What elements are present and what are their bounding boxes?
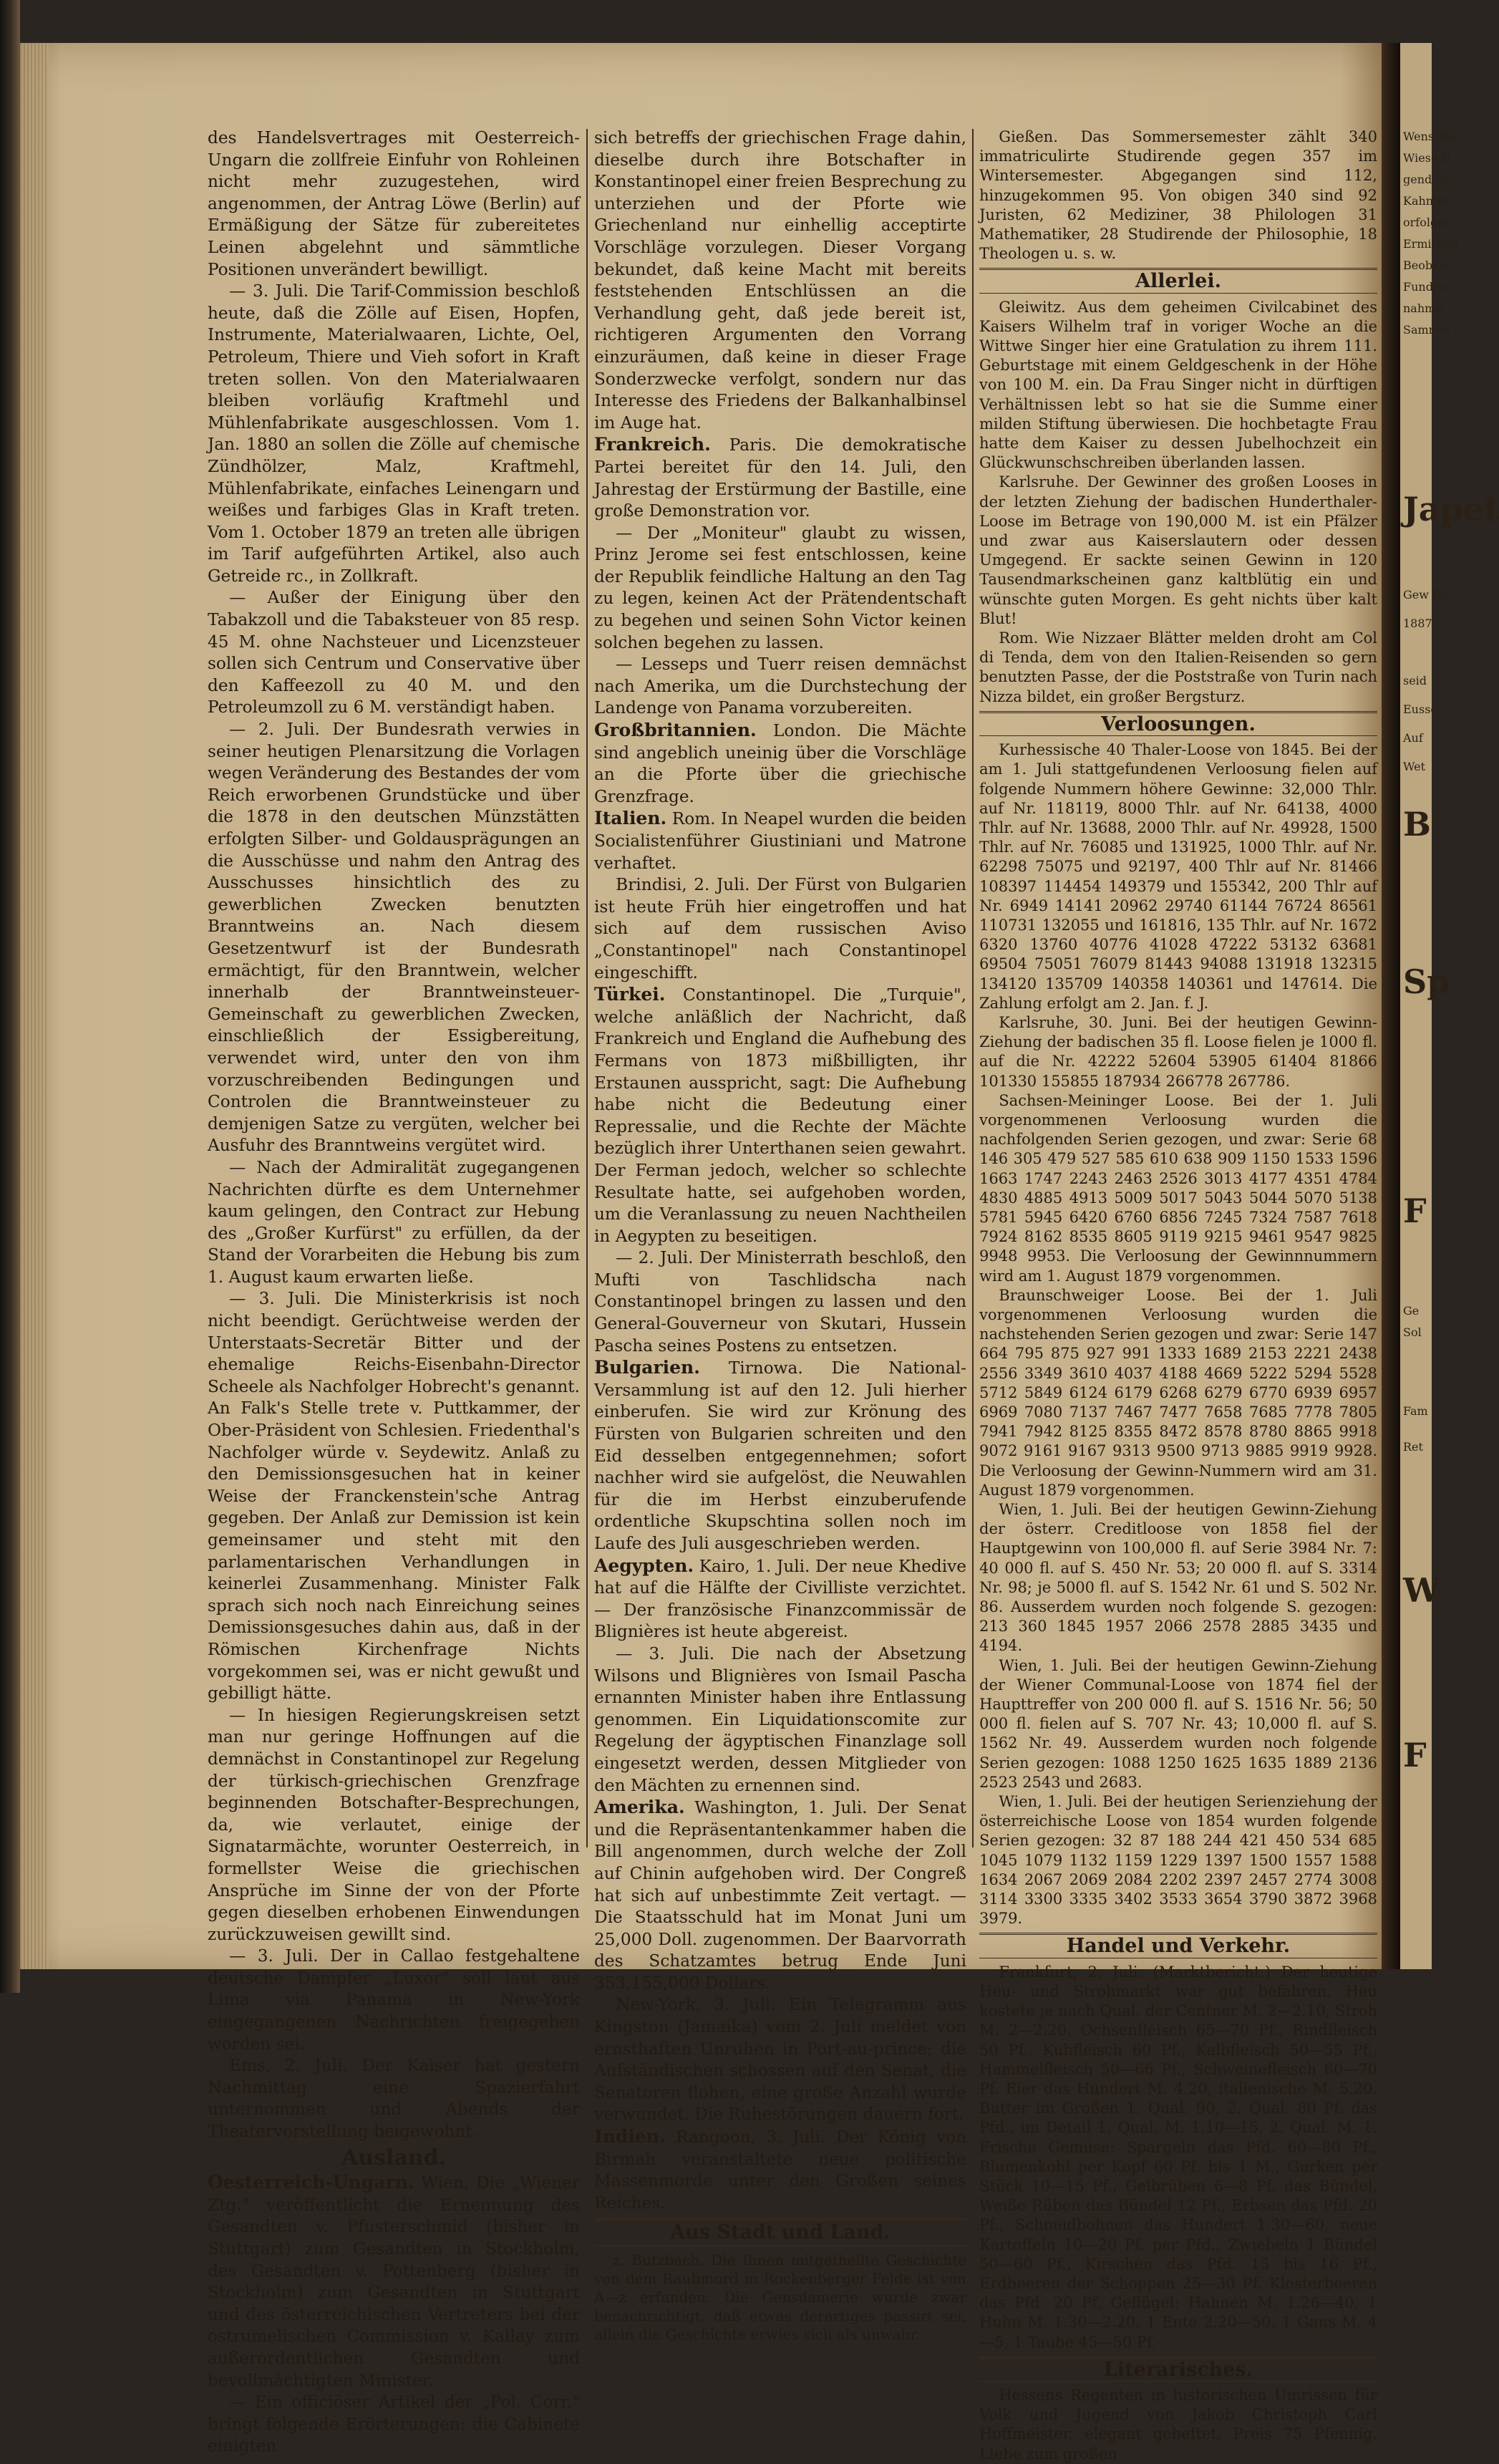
article-paragraph: — Lesseps und Tuerr reisen demnächst nach Amerika, um die Durchstechung der Landenge von Panama vorzubereiten. bbox=[594, 654, 966, 718]
article-paragraph: Gleiwitz. Aus dem geheimen Civilcabinet des Kaisers Wilhelm traf in voriger Woche an die Wittwe Singer hier eine Gratulation zu ihrem 111. Geburtstage mit einem Geldgeschenk in der Höhe von 100 M. ein. Da Frau Singer nicht in dürftigen Verhältnissen lebt so hat sie die Summe einer milden Stiftung überwiesen. Die hochbetagte Frau hatte dem Kaiser zu dessen Jubelhochzeit ein Glückwunschschreiben überlanden lassen. bbox=[979, 298, 1377, 472]
fragment-text: Kahnfel bbox=[1403, 194, 1448, 208]
fragment-text: Auf bbox=[1403, 731, 1423, 745]
lottery-paragraph: Kurhessische 40 Thaler-Loose von 1845. Bei der am 1. Juli stattgefundenen Verloosung fielen auf folgende Nummern höhere Gewinne: 32,000 Thlr. auf Nr. 118119, 8000 Thlr. auf Nr. 64138, 4000 Thlr. auf Nr. 13688, 2000 Thlr. auf Nr. 49928, 1500 Thlr. auf Nr. 76085 und 131925, 1000 Thlr. auf Nr. 62298 75075 und 92197, 400 Thlr auf Nr. 81466 108397 114454 149379 und 155342, 200 Thlr auf Nr. 6949 14141 20962 29740 61144 76724 86561 110731 132055 und 161816, 135 Thlr. auf Nr. 1672 6320 13760 40776 41028 47222 53132 63681 69504 75051 76079 81443 94088 131918 132315 134120 135709 140358 140361 und 147614. Die Zahlung erfolgt am 2. Jan. f. J. bbox=[979, 741, 1377, 1012]
fragment-text: Wiese D bbox=[1403, 151, 1451, 165]
country-heading: Indien. bbox=[594, 2126, 666, 2147]
article-text: Constantinopel. Die „Turquie", welche anläßlich der Nachricht, daß Frankreich und England die Aufhebung des Fermans von 1873 mißbilligten, ihr Erstaunen ausspricht, sagt: Die Aufhebung habe nicht die Bedeutung einer Repressalie, und die Rechte der Mächte bezüglich ihrer Unterthanen seien gewahrt. Der Ferman jedoch, welcher so schlechte Resultate hatte, sei aufgehoben worden, um die Veranlassung zu neuen Nachtheilen in Aegypten zu beseitigen. bbox=[594, 985, 967, 1246]
column-3 bbox=[979, 127, 1377, 2464]
section-heading-allerlei: Allerlei. bbox=[979, 268, 1377, 293]
lottery-paragraph: Wien, 1. Juli. Bei der heutigen Gewinn-Ziehung der österr. Creditloose von 1858 fiel der Hauptgewinn von 100,000 fl. auf Serie 3984 Nr. 7: 40 000 fl. auf S. 450 Nr. 53; 20 000 fl. auf S. 3314 Nr. 98; je 5000 fl. auf S. 1542 Nr. 61 und S. 502 Nr. 86. Ausserdem wurden noch folgende S. gezogen: 213 360 1845 1957 2066 2578 2885 3435 und 4194. bbox=[979, 1501, 1377, 1655]
article-text: Tirnowa. Die National-Versammlung ist auf den 12. Juli hierher einberufen. Sie wird zur Krönung des Fürsten von Bulgarien schreiten und den Eid desselben entgegennehmen; sofort nachher wird sie aufgelöst, die Neuwahlen für die im Herbst einzuberufende ordentliche Skupschtina sollen noch im Laufe des Juli ausgeschrieben werden. bbox=[594, 1358, 966, 1553]
fragment-text: Beoban bbox=[1403, 259, 1447, 272]
fragment-text: Ret bbox=[1403, 1440, 1423, 1454]
country-heading: Frankreich. bbox=[594, 434, 711, 455]
fragment-text: Ermittlun bbox=[1403, 237, 1460, 251]
adjacent-page-fragment bbox=[1400, 43, 1499, 1969]
column-rule bbox=[972, 129, 974, 1847]
lottery-paragraph: Sachsen-Meininger Loose. Bei der 1. Juli vorgenommenen Verloosung wurden die nachfolgenden Serien gezogen, und zwar: Serie 68 146 305 479 527 585 610 638 909 1150 1533 1596 1663 1747 2243 2463 2526 3013 4177 4351 4784 4830 4885 4913 5009 5017 5043 5044 5070 5138 5781 5945 6420 6760 6856 7245 7324 7587 7618 7924 8162 8535 8605 9119 9215 9461 9547 9825 9948 9953. Die Verloosung der Gewinnnummern wird am 1. August 1879 vorgenommen. bbox=[979, 1091, 1377, 1285]
column-rule bbox=[586, 129, 588, 1847]
article-paragraph: — 3. Juli. Die Ministerkrisis ist noch nicht beendigt. Gerüchtweise werden der Unterstaats-Secretär Bitter und der ehemalige Reichs-Eisenbahn-Director Scheele als Nachfolger Hobrecht's genannt. An Falk's Stelle trete v. Puttkammer, der Ober-Präsident von Schlesien. Friedenthal's Nachfolger würde v. Seydewitz. Anlaß zu den Demissionsgesuchen hat in keiner Weise der Franckenstein'sche Antrag gegeben. Der Anlaß zur Demission ist kein gemeinsamer und steht mit den parlamentarischen Verhandlungen in keinerlei Zusammenhang. Minister Falk sprach sich noch nach Einreichung seines Demissionsgesuches dahin aus, daß in der Römischen Kirchenfrage Nichts vorgekommen sei, was er nicht gewußt und gebilligt hätte. bbox=[208, 1289, 580, 1704]
article-paragraph: Hessens Regenten in historischen Umrissen für Volk und Jugend von Jakob Christoph Carl Hoffmeister, elegant geheftet, Preis 75 Pfennig. Liebe zum großen bbox=[979, 2386, 1377, 2463]
lottery-paragraph: Wien, 1. Juli. Bei der heutigen Serienziehung der österreichische Loose von 1854 wurden folgende Serien gezogen: 32 87 188 244 421 450 534 685 1045 1079 1132 1159 1229 1397 1500 1557 1588 1634 2067 2069 2084 2202 2397 2457 2774 3008 3114 3300 3335 3402 3533 3654 3790 3872 3968 3979. bbox=[979, 1793, 1377, 1928]
article-paragraph: — 2. Juli. Der Ministerrath beschloß, den Mufti von Taschlidscha nach Constantinopel bringen zu lassen und den General-Gouverneur von Skutari, Hussein Pascha seines Postens zu entsetzen. bbox=[594, 1248, 966, 1356]
article-paragraph: — Ein officiöser Artikel der „Pol. Corr." bringt folgende Erörterungen: die Cabinete einigten bbox=[208, 2392, 580, 2456]
lottery-paragraph: Wien, 1. Juli. Bei der heutigen Gewinn-Ziehung der Wiener Communal-Loose von 1874 fiel der Haupttreffer von 200 000 fl. auf S. 1516 Nr. 56; 50 000 fl. fielen auf S. 707 Nr. 43; 10,000 fl. auf S. 1562 Nr. 49. Ausserdem wurden noch folgende Serien gezogen: 1088 1250 1625 1635 1889 2136 2523 2543 und 2683. bbox=[979, 1656, 1377, 1791]
article-paragraph: Ems, 2. Juli. Der Kaiser hat gestern Nachmittag eine Spazierfahrt unternommen und Abends der Theatervorstellung beigewohnt. bbox=[208, 2056, 580, 2142]
book-gutter bbox=[1382, 43, 1400, 1969]
column-2 bbox=[594, 127, 966, 2344]
fragment-text: seid bbox=[1403, 674, 1427, 687]
book-binding-edge bbox=[0, 0, 20, 1993]
market-report: Frankfurt, 2. Juli. (Marktbericht.) Der heutige Heu- und Strohmarkt war gut befahren. Heu kostete je nach Qual. der Centner M. 2—2.10, Stroh M. 2—2.20. Ochsenfleisch 65—70 Pf., Rindfleisch 50 Pf., Kuhfleisch 60 Pf., Kalbfleisch 50—55 Pf., Hammelfleisch 50—66 Pf., Schweinefleisch 60—70 Pf. Eier das Hundert M. 4.20, italienische M. 5.20. Butter im Großen 1. Qual. 90, 2. Qual. 80 Pf. das Pfd., im Detail 1. Qual. M. 1.10—15, 2. Qual. M. 1. Frische Gemüse: Spargeln das Pfd. 60—80 Pf., Blumenkohl per Kopf 60 Pf. bis 1 M., Gurken per Stück 10—15 Pf., Gelbrüben 6—8 Pf. das Bündel, Weiße Rüben das Bündel 12 Pf., Erbsen das Pfd. 20 Pf., Schneidbohnen das Hundert 1.30—60, neue Kartoffeln 10—20 Pf. per Pfd., Zwiebeln 1 Bündel 50—60 Pf., Kirschen das Pfd. 15 bis 16 Pf., Erdbeeren der Schoppen 25—30 Pf. Klosterbeeren das Pfd. 20 Pf. Geflügel: Hahnen M. 1.26—40, 1 Huhn M. 1.30—2.20, 1 Ente 2.20—50, 1 Gans M. 4—5, 1 Taube 45—50 Pf. bbox=[979, 1963, 1377, 2351]
country-heading: Oesterreich-Ungarn. bbox=[208, 2172, 414, 2193]
country-heading: Amerika. bbox=[594, 1797, 685, 1818]
lottery-paragraph: Braunschweiger Loose. Bei der 1. Juli vorgenommenen Verloosung wurden die nachstehenden Serien gezogen und zwar: Serie 147 664 795 875 927 991 1333 1689 2153 2221 2438 2556 3349 3610 4037 4188 4669 5222 5294 5528 5712 5849 6124 6179 6268 6279 6770 6939 6957 6969 7080 7137 7467 7477 7658 7685 7778 7805 7941 7942 8125 8355 8472 8578 8780 8865 9918 9072 9161 9167 9313 9500 9713 9885 9919 9928. Die Verloosung der Gewinn-Nummern wird am 31. August 1879 vorgenommen. bbox=[979, 1286, 1377, 1499]
section-heading-ausland: Ausland. bbox=[341, 2145, 447, 2170]
fragment-text: orfolgen bbox=[1403, 216, 1452, 229]
country-heading: Aegypten. bbox=[594, 1555, 694, 1576]
fragment-text: gendom bbox=[1403, 173, 1450, 186]
article-paragraph: — 3. Juli. Der in Callao festgehaltene deutsche Dampfer „Luxor" soll laut aus Lima via Panama in New-York eingegangenen Nachrichten freigegeben worden sei. bbox=[208, 1946, 580, 2054]
fragment-text: Eusse bbox=[1403, 702, 1437, 716]
article-paragraph: — In hiesigen Regierungskreisen setzt man nur geringe Hoffnungen auf die demnächst in Constantinopel zur Regelung der türkisch-griechischen Grenzfrage beginnenden Botschafter-Besprechungen, da, wie verlautet, einige der Signatarmächte, worunter Oesterreich, in formellster Weise die griechischen Ansprüche im Sinne der von der Pforte gegen dieselben erhobenen Einwendungen zurückzuweisen gewillt sind. bbox=[208, 1705, 580, 1944]
article-paragraph: z. Butzbach. Die Ihnen mitgetheilte Geschichte von dem Raubmord in Rockenberger Felde ist von A—z erfunden. Die Gensdamerie wurde zwar benachrichtigt, daß etwas derartiges passirt sei, allein die Geschichte erwies sich als unwahr. bbox=[594, 2251, 966, 2343]
article-text: Wien. Die „Wiener Ztg." veröffentlicht die Ernennung des Gesandten v. Pfusterschmid (bisher in Stuttgart) zum Gesandten in Stockholm, des Gesandten v. Pottenberg (bisher in Stockholm) zum Gesandten in Stuttgart und des österreichischen Vertreters bei der ostrumelischen Commission v. Kallay zum außerordentlichen Gesandten und bevollmächtigten Minister. bbox=[208, 2173, 581, 2390]
article-paragraph: sich betreffs der griechischen Frage dahin, dieselbe durch ihre Botschafter in Konstantinopel einer freien Besprechung zu unterziehen und der Pforte wie Griechenland nur einhellig acceptirte Vorschläge vorzulegen. Dieser Vorgang bekundet, daß keine Macht mit bereits feststehenden Entschlüssen an die Verhandlung geht, daß jede bereit ist, richtigeren Argumenten den Vorrang einzuräumen, daß keine in dieser Frage Sonderzwecke verfolgt, sondern nur das Interesse des Friedens der Balkanhalbinsel im Auge hat. bbox=[594, 128, 966, 433]
section-heading-stadt-und-land: Aus Stadt und Land. bbox=[594, 2218, 966, 2246]
article-paragraph: — 2. Juli. Der Bundesrath verwies in seiner heutigen Plenarsitzung die Vorlagen wegen Veränderung des Bestandes der vom Reich erworbenen Grundstücke und über die 1878 in den deutschen Münzstätten erfolgten Silber- und Goldausprägungen an die Ausschüsse und nahm den Antrag des Ausschusses hinsichtlich des zu gewerblichen Zwecken benutzten Branntweins an. Nach diesem Gesetzentwurf ist der Bundesrath ermächtigt, für den Branntwein, welcher innerhalb der Branntweinsteuer-Gemeinschaft zu gewerblichen Zwecken, einschließlich der Essigbereitung, verwendet wird, unter den von ihm vorzuschreibenden Bedingungen und Controlen die Branntweinsteuer zu demjenigen Satze zu vergüten, welcher bei Ausfuhr des Branntweins vergütet wird. bbox=[208, 720, 580, 1156]
article-text: Washington, 1. Juli. Der Senat und die Repräsentantenkammer haben die Bill angenommen, durch welche der Zoll auf Chinin aufgehoben wird. Der Congreß hat sich auf unbestimmte Zeit vertagt. — Die Staatsschuld hat im Monat Juni um 25,000 Doll. zugenommen. Der Baarvorrath des Schatzamtes betrug Ende Juni 353,155,000 Dollars. bbox=[594, 1798, 967, 1993]
fragment-text: Sp bbox=[1403, 962, 1450, 1001]
fragment-text: Sammel bbox=[1403, 323, 1450, 337]
article-paragraph: Karlsruhe. Der Gewinner des großen Looses in der letzten Ziehung der badischen Hunderthaler-Loose im Betrage von 190,000 M. ist ein Pfälzer und zwar aus Kaiserslautern oder dessen Umgegend. Er sackte seinen Gewinn in 120 Tausendmarkscheinen ganz kaltblütig ein und wünschte guten Morgen. Es geht nichts über kalt Blut! bbox=[979, 473, 1377, 627]
article-text: London. Die Mächte sind angeblich uneinig über die Vorschläge an die Pforte über die griechische Grenzfrage. bbox=[594, 721, 966, 806]
fragment-text: Fundes bbox=[1403, 280, 1446, 294]
article-paragraph: Brindisi, 2. Juli. Der Fürst von Bulgarien ist heute Früh hier eingetroffen und hat sich auf dem russischen Aviso „Constantinopel" nach Constantinopel eingeschifft. bbox=[594, 875, 966, 982]
country-heading: Italien. bbox=[594, 808, 667, 829]
article-paragraph: — 3. Juli. Die nach der Absetzung Wilsons und Blignières von Ismail Pascha ernannten Minister haben ihre Entlassung genommen. Ein Liquidationscomite zur Regelung der ägyptischen Finanzlage soll eingesetzt werden, dessen Mitglieder von den Mächten zu ernennen sind. bbox=[594, 1643, 966, 1795]
lottery-paragraph: Karlsruhe, 30. Juni. Bei der heutigen Gewinn-Ziehung der badischen 35 fl. Loose fielen je 1000 fl. auf die Nr. 42222 52604 53905 61404 81866 101330 155855 187934 266778 267786. bbox=[979, 1013, 1377, 1090]
article-paragraph: Gießen. Das Sommersemester zählt 340 immatriculirte Studirende gegen 357 im Wintersemester. Abgegangen sind 112, hinzugekommen 95. Von obigen 340 sind 92 Juristen, 62 Mediziner, 38 Philologen 31 Mathematiker, 28 Studirende der Philosophie, 18 Theologen u. s. w. bbox=[979, 128, 1377, 263]
article-paragraph: New-York, 3. Juli. Ein Telegramm aus Kingston (Jamaika) vom 2. Juli meldet von ernsthaften Unruhen in Port-au-prince; die Aufständischen schossen auf den Senat, die Senatoren flohen, eine große Anzahl wurde verwundet. Die Ruhestörungen dauern fort. bbox=[594, 1995, 966, 2125]
fragment-text: Sol bbox=[1403, 1325, 1422, 1339]
section-heading-verloosungen: Verloosungen. bbox=[979, 711, 1377, 736]
fragment-text: 1887 bbox=[1403, 617, 1432, 630]
article-text: Rangoon, 3. Juli. Der König von Birmah veranstaltete neue politische Massenmorde unter den Großen seines Reiches. bbox=[594, 2127, 967, 2213]
fragment-text: Gew Ei bbox=[1403, 588, 1445, 601]
article-paragraph: — 3. Juli. Die Tarif-Commission beschloß heute, daß die Zölle auf Eisen, Hopfen, Instrumente, Materialwaaren, Lichte, Oel, Petroleum, Thiere und Vieh sofort in Kraft treten sollen. Von den Materialwaaren bleiben vorläufig Kraftmehl und Mühlenfabrikate ausgeschlossen. Vom 1. Jan. 1880 an sollen die Zölle auf chemische Zündhölzer, Malz, Kraftmehl, Mühlenfabrikate, einfaches Leinengarn und weißes und farbiges Glas in Kraft treten. Vom 1. October 1879 an treten alle übrigen im Tarif aufgeführten Artikel, also auch Getreide rc., in Zollkraft. bbox=[208, 281, 580, 586]
fragment-text: nahme bbox=[1403, 301, 1442, 315]
article-text: Kairo, 1. Juli. Der neue Khedive hat auf die Hälfte der Civilliste verzichtet. — Der französische Finanzcommissär de Blignières ist heute abgereist. bbox=[594, 1556, 967, 1642]
fragment-text: Wensche bbox=[1403, 130, 1455, 143]
article-paragraph: — Außer der Einigung über den Tabakzoll und die Tabaksteuer von 85 resp. 45 M. ohne Nachsteuer und Licenzsteuer sollen sich Centrum und Conservative über den Kaffeezoll zu 40 M. und den Petroleumzoll zu 6 M. verständigt haben. bbox=[208, 588, 580, 718]
fragment-text: Wet bbox=[1403, 760, 1426, 773]
column-1 bbox=[208, 127, 580, 2458]
section-heading-literarisches: Literarisches. bbox=[979, 2357, 1377, 2382]
country-heading: Großbritannien. bbox=[594, 720, 757, 741]
page-edge-stack bbox=[20, 43, 49, 1969]
fragment-text: Ge bbox=[1403, 1304, 1420, 1318]
fragment-text: B bbox=[1403, 805, 1431, 844]
fragment-text: W bbox=[1403, 1571, 1440, 1610]
country-heading: Bulgarien. bbox=[594, 1357, 700, 1378]
fragment-text: Fam bbox=[1403, 1404, 1428, 1418]
fragment-text: F bbox=[1403, 1192, 1427, 1230]
article-paragraph: Rom. Wie Nizzaer Blätter melden droht am Col di Tenda, dem von den Italien-Reisenden so gern benutzten Passe, der die Poststraße von Turin nach Nizza bildet, ein großer Bergsturz. bbox=[979, 629, 1377, 705]
article-text: Rom. In Neapel wurden die beiden Socialistenführer Giustiniani und Matrone verhaftet. bbox=[594, 809, 966, 873]
fragment-text: F bbox=[1403, 1736, 1427, 1774]
article-paragraph: — Nach der Admiralität zugegangenen Nachrichten dürfte es dem Unternehmer kaum gelingen, den Contract zur Hebung des „Großer Kurfürst" zu erfüllen, da der Stand der Vorarbeiten die Hebung bis zum 1. August kaum erwarten ließe. bbox=[208, 1157, 580, 1287]
section-heading-handel: Handel und Verkehr. bbox=[979, 1933, 1377, 1958]
article-paragraph: — Der „Moniteur" glaubt zu wissen, Prinz Jerome sei fest entschlossen, keine der Republik feindliche Haltung an den Tag zu legen, keinen Act der Prätendentschaft zu begehen und seinen Sohn Victor keinen solchen begehen zu lassen. bbox=[594, 523, 966, 652]
country-heading: Türkei. bbox=[594, 984, 666, 1005]
article-text: Paris. Die demokratische Partei bereitet für den 14. Juli, den Jahrestag der Erstürmung der Bastille, eine große Demonstration vor. bbox=[594, 435, 967, 521]
fragment-text: Japet bbox=[1403, 490, 1499, 528]
article-paragraph: des Handelsvertrages mit Oesterreich-Ungarn die zollfreie Einfuhr von Rohleinen nicht mehr zuzugestehen, wird angenommen, der Antrag Löwe (Berlin) auf Ermäßigung der Sätze für zubereitetes Leinen abgelehnt und sämmtliche Positionen unverändert bewilligt. bbox=[208, 128, 580, 279]
